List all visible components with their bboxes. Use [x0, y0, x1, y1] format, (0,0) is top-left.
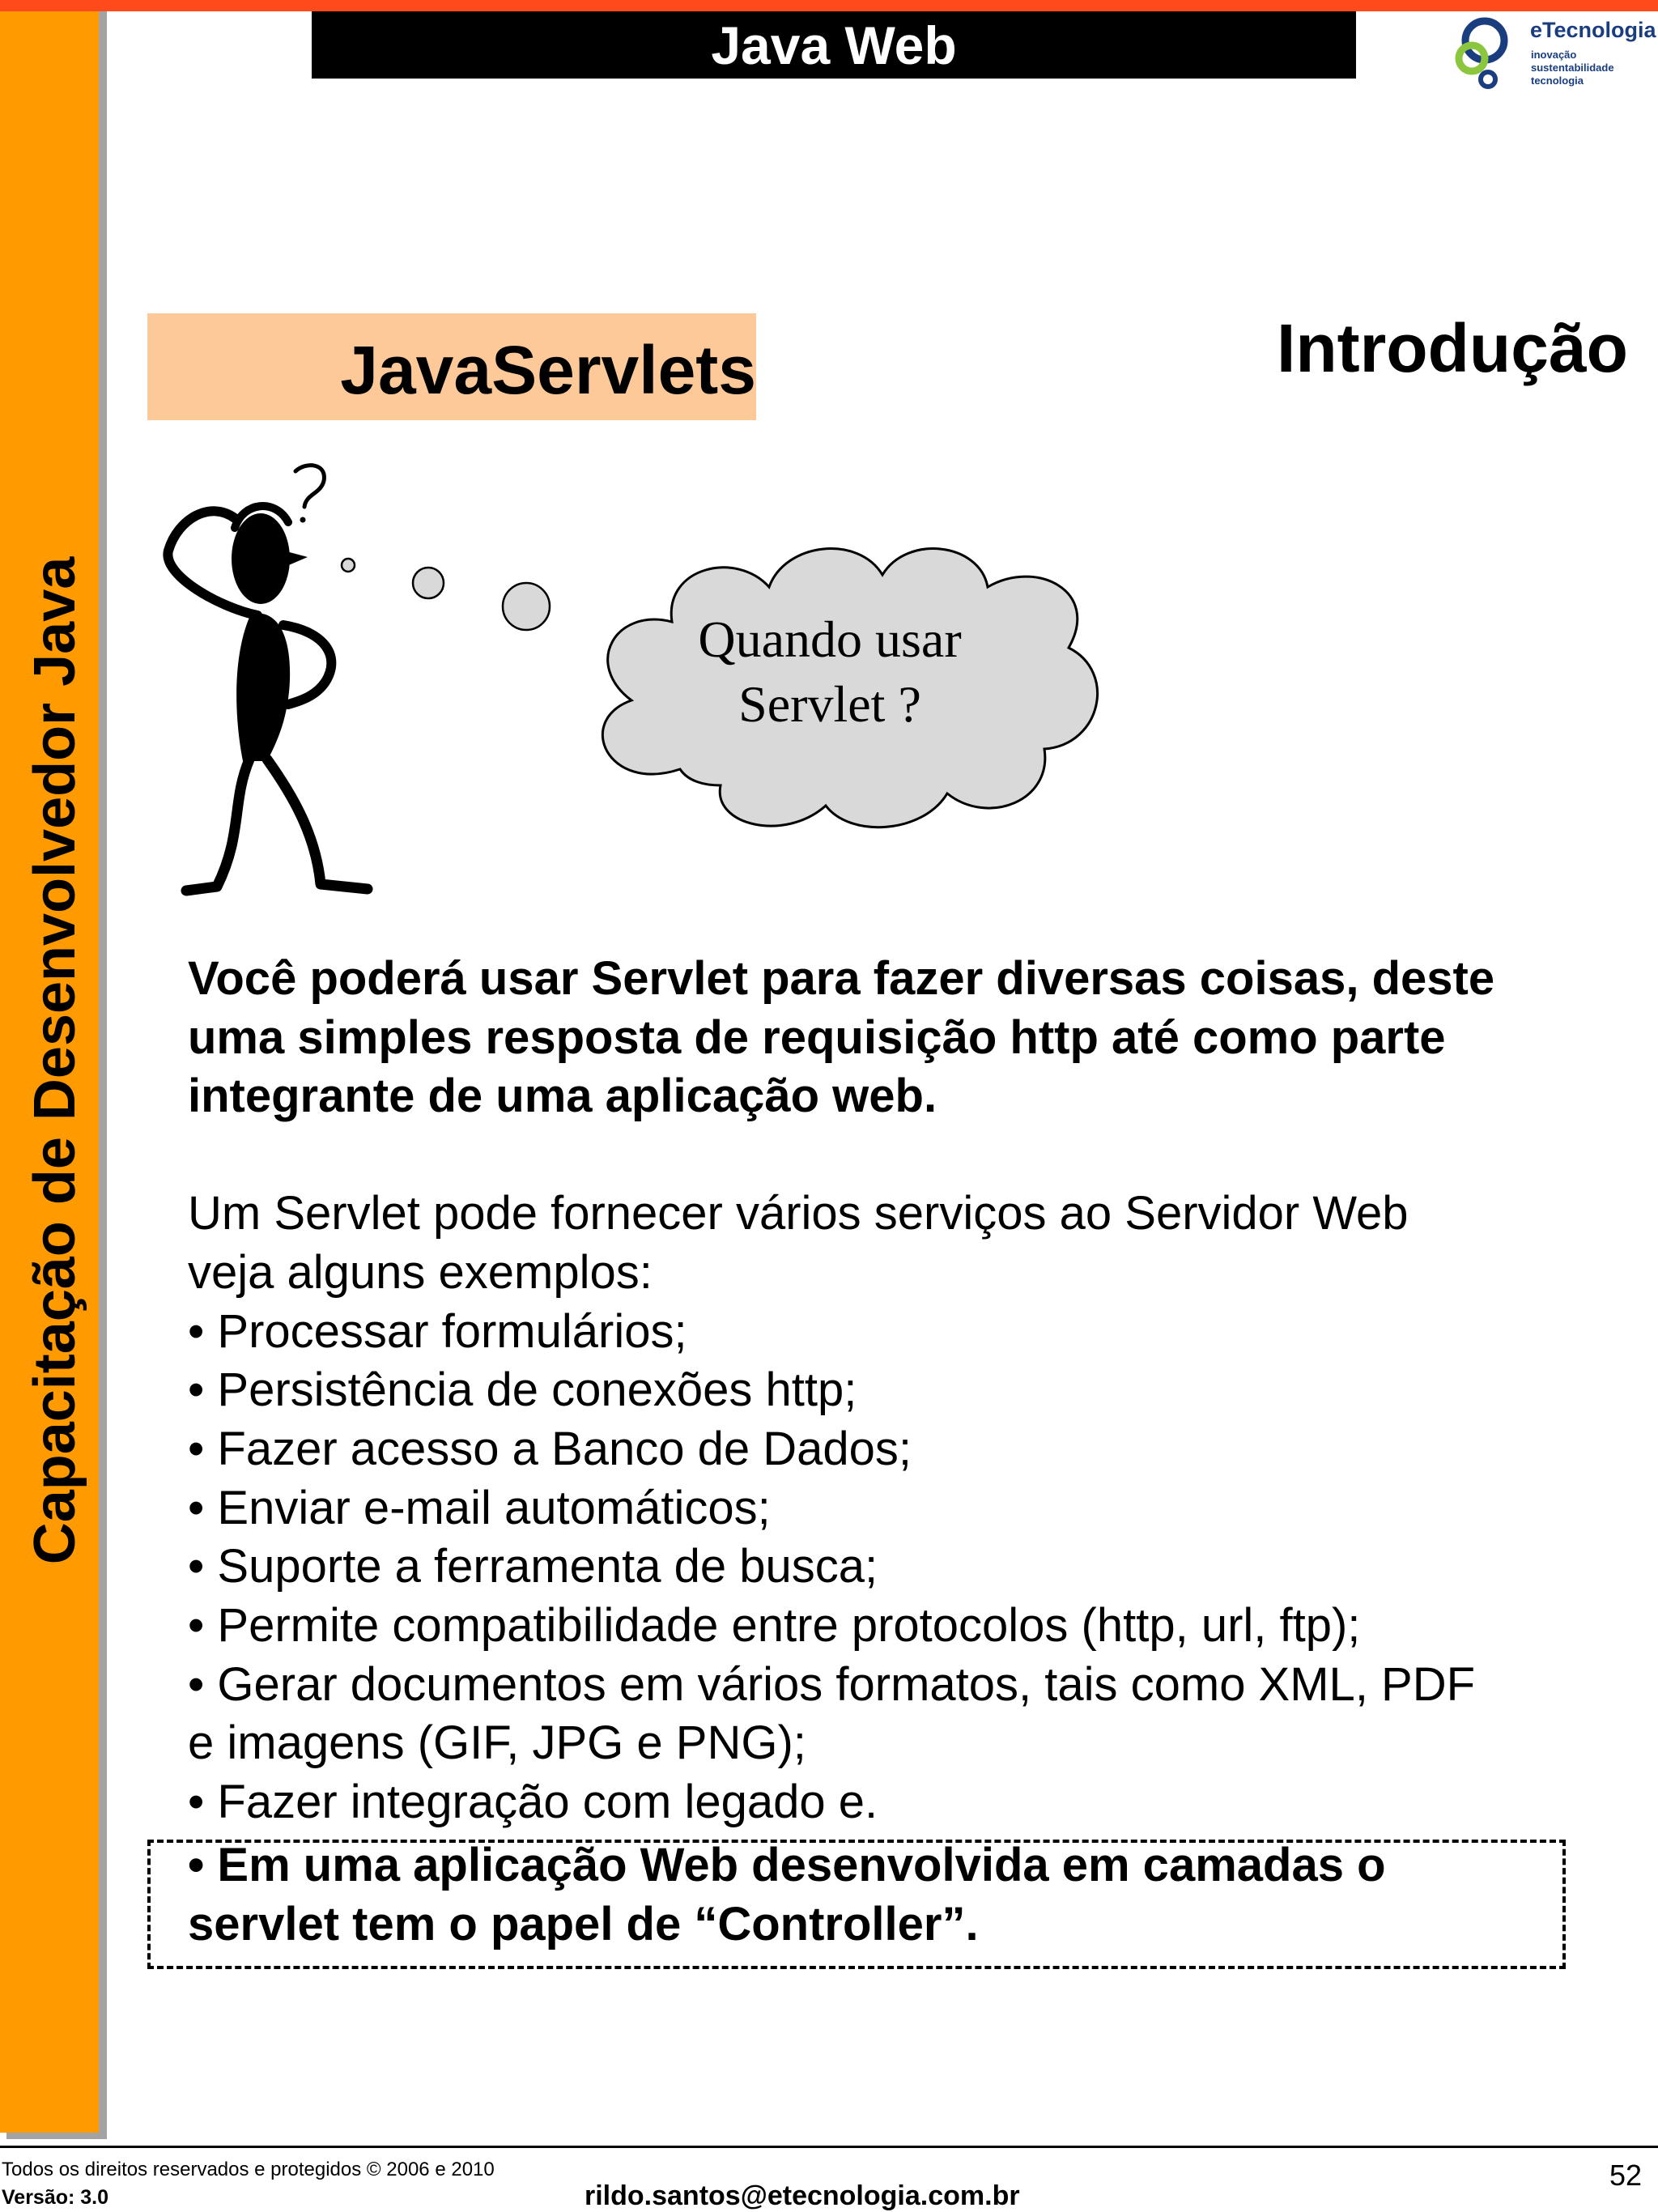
company-logo	[1449, 16, 1658, 97]
list-item: • Fazer acesso a Banco de Dados;	[188, 1422, 912, 1475]
footer-email: rildo.santos@etecnologia.com.br	[585, 2180, 1020, 2211]
top-stripe	[0, 0, 1658, 11]
list-item: • Persistência de conexões http;	[188, 1363, 857, 1417]
footer-version: Versão: 3.0	[2, 2186, 109, 2209]
slide-title: JavaServlets	[340, 332, 756, 408]
slide-body	[188, 950, 1580, 1832]
side-bar-shadow	[99, 11, 107, 2138]
sidebar-course-title: Capacitação de Desenvolvedor Java	[23, 556, 87, 1565]
logo-tagline: inovação	[1531, 49, 1577, 61]
list-item: • Fazer integração com legado e.	[188, 1776, 878, 1829]
thought-line: Quando usar	[698, 610, 962, 668]
logo-tagline: tecnologia	[1531, 74, 1584, 87]
thinking-person-illustration	[154, 453, 559, 907]
logo-tagline: sustentabilidade	[1531, 62, 1614, 74]
logo-brand: eTecnologia	[1530, 18, 1656, 42]
intro-paragraph	[188, 950, 1580, 1126]
thought-cloud-text	[583, 607, 1077, 737]
text-line: integrante de uma aplicação web.	[188, 1070, 937, 1123]
text-line: veja alguns exemplos:	[188, 1245, 653, 1299]
thought-line: Servlet ?	[738, 675, 921, 733]
list-item: • Enviar e-mail automáticos;	[188, 1481, 771, 1534]
highlight-text	[188, 1836, 1386, 1954]
logo-rings-icon	[1449, 16, 1530, 97]
text-line: servlet tem o papel de “Controller”.	[188, 1897, 979, 1950]
text-line: Você poderá usar Servlet para fazer diversas coisas, deste	[188, 952, 1495, 1005]
text-line: • Em uma aplicação Web desenvolvida em camadas o	[188, 1839, 1386, 1891]
side-bar-shadow-bottom	[6, 2133, 107, 2139]
header-title: Java Web	[711, 15, 957, 75]
header-bar	[312, 11, 1356, 79]
text-line: uma simples resposta de requisição http até como parte	[188, 1010, 1446, 1064]
text-line: Um Servlet pode fornecer vários serviços ao Servidor Web	[188, 1187, 1409, 1240]
examples-list	[188, 1303, 1580, 1832]
list-item: • Suporte a ferramenta de busca;	[188, 1540, 878, 1593]
footer-divider	[0, 2146, 1658, 2148]
list-item: • Gerar documentos em vários formatos, tais como XML, PDF	[188, 1657, 1476, 1711]
list-item: • Processar formulários;	[188, 1304, 687, 1358]
slide-title-box	[147, 313, 756, 420]
footer-copyright: Todos os direitos reservados e protegidos © 2006 e 2010	[2, 2159, 495, 2180]
page-number: 52	[1609, 2159, 1642, 2192]
list-item: • Permite compatibilidade entre protocolos (http, url, ftp);	[188, 1599, 1361, 1653]
list-item-continuation: e imagens (GIF, JPG e PNG);	[188, 1716, 806, 1770]
examples-intro	[188, 1185, 1580, 1302]
section-title: Introdução	[1277, 310, 1628, 386]
